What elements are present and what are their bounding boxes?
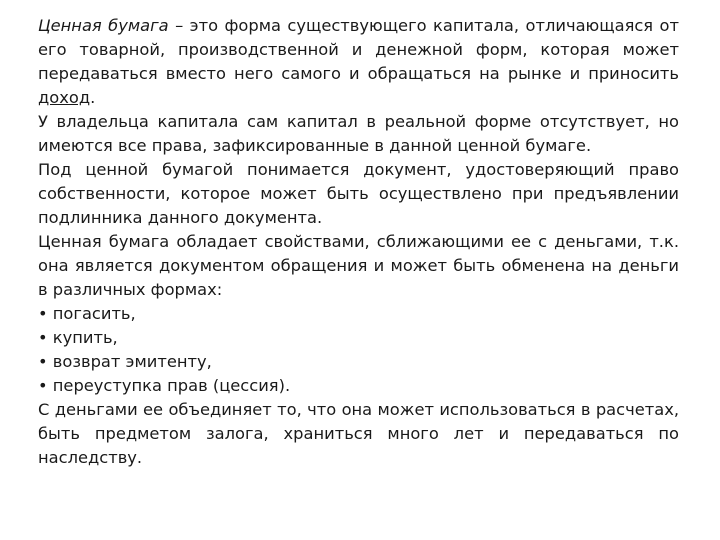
bullet-item: • купить, [38,328,118,347]
dokhod-link[interactable]: доход [38,88,91,107]
definition-text: – это форма существующего капитала, отличающаяся от его товарной, производственной и денежной форм, которая может передаваться вместо него самого и обращаться на рынке и приносить [38,16,679,83]
bullet-item: • погасить, [38,304,136,323]
definition-paragraph [38,14,679,110]
paragraph-document: Под ценной бумагой понимается документ, удостоверяющий право собственности, которое может быть осуществлено при предъявлении подлинника данного документа. [38,160,679,227]
bullet-item: • возврат эмитенту, [38,352,212,371]
paragraph-properties: Ценная бумага обладает свойствами, сближающими ее с деньгами, т.к. она является документом обращения и может быть обменена на деньги в различных формах: [38,232,679,299]
definition-end: . [90,88,96,107]
defined-term: Ценная бумага [38,16,169,35]
bullet-item: • переуступка прав (цессия). [38,376,291,395]
paragraph-closing: С деньгами ее объединяет то, что она может использоваться в расчетах, быть предметом залога, храниться много лет и передаваться по наследству. [38,400,679,467]
text-body [38,14,679,470]
paragraph-owner-rights: У владельца капитала сам капитал в реальной форме отсутствует, но имеются все права, зафиксированные в данной ценной бумаге. [38,112,679,155]
